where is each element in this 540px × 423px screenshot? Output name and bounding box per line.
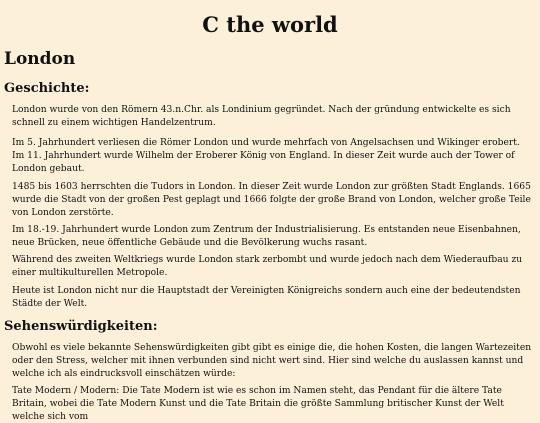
history-paragraph-5: Während des zweiten Weltkriegs wurde London stark zerbombt und wurde jedoch nach dem Wiederaufbau zu einer multikulturellen Metropole. [12,255,523,278]
history-paragraph-3: 1485 bis 1603 herrschten die Tudors in London. In dieser Zeit wurde London zur größten Stadt Englands. 1665 wurde die Stadt von der großen Pest geplagt und 1666 folgte der große Brand von London, welcher große Teile von London zerstörte. [12,182,531,218]
sights-paragraph-1: Obwohl es viele bekannte Sehenswürdigkeiten gibt gibt es einige die, die hohen Kosten, die langen Wartezeiten oder den Stress, welcher mit ihnen verbunden sind nicht wert sind. Hier sind welche du auslassen kannst und welche ich als eindrucksvoll einschätzen würde: [12,343,532,379]
history-paragraph-4: Im 18.-19. Jahrhundert wurde London zum Zentrum der Industrialisierung. Es entstanden neue Eisenbahnen, neue Brücken, neue öffentliche Gebäude und die Bevölkerung wuchs rasant. [12,225,521,248]
history-paragraph-6: Heute ist London nicht nur die Hauptstadt der Vereinigten Königreichs sondern auch eine der bedeutendsten Städte der Welt. [12,286,521,309]
sights-paragraph-2: Tate Modern / Modern: Die Tate Modern ist wie es schon im Namen steht, das Pendant für die ältere Tate Britain, wobei die Tate Modern Kunst und die Tate Britain die größte Sammlung britischer Kunst der Welt welche sich vom [12,386,504,422]
city-title: London [4,49,76,69]
history-paragraph-1: London wurde von den Römern 43.n.Chr. als Londinium gegründet. Nach der gründung entwickelte es sich schnell zu einem wichtigen Handelzentrum. [12,105,511,128]
history-paragraph-2: Im 5. Jahrhundert verliesen die Römer London und wurde mehrfach von Angelsachsen und Wikinger erobert. Im 11. Jahrhundert wurde Wilhelm der Eroberer König von England. In dieser Zeit wurde auch der Tower of London gebaut. [12,138,520,174]
history-heading: Geschichte: [4,81,90,96]
sights-heading: Sehenswürdigkeiten: [4,319,158,334]
site-title: C the world [202,12,338,37]
